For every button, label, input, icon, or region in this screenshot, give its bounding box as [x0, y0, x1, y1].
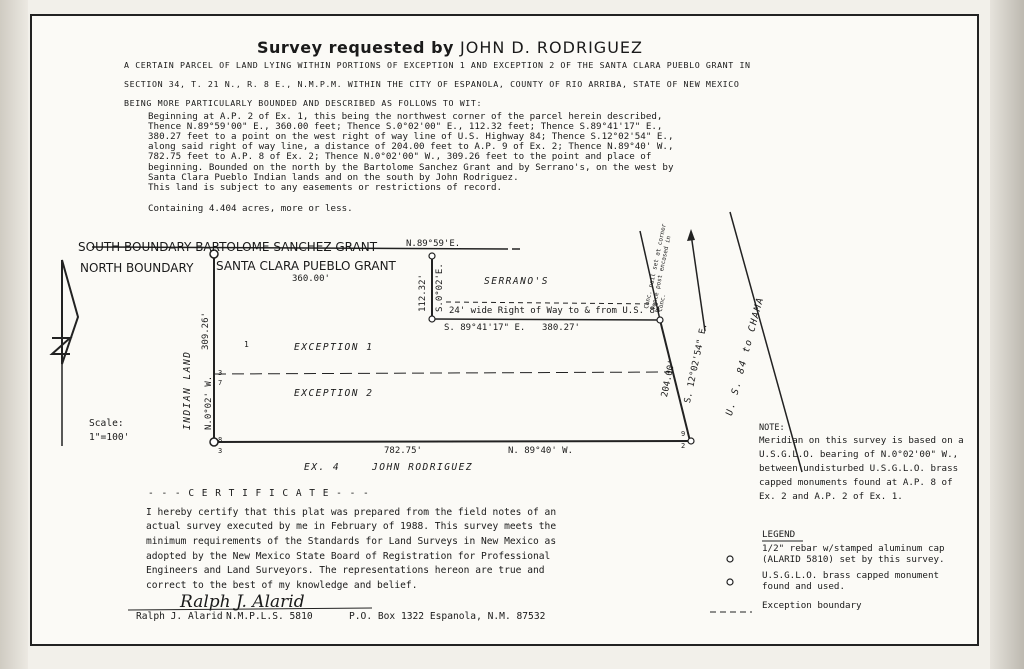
legend-brass-line: U.S.G.L.O. brass capped monument: [762, 570, 940, 581]
ex4-label: EX. 4: [304, 462, 341, 473]
intro-line: SECTION 34, T. 21 N., R. 8 E., N.M.P.M. WITHIN THE CITY OF ESPANOLA, COUNTY OF RIO ARRIBA, STATE OF NEW MEXICO: [124, 79, 740, 89]
point-label: 1: [244, 340, 249, 349]
dist-east-label: 204.00': [660, 358, 678, 399]
dist-top-label: 360.00': [292, 274, 330, 284]
bearing-east-label: S. 12°02'54" E.: [683, 322, 710, 405]
dist-south-label: 782.75': [384, 446, 422, 456]
legend-rebar-icon: [727, 556, 733, 562]
rebar-corner-icon: [429, 316, 435, 322]
indian-land-label: INDIAN LAND: [182, 350, 193, 430]
note-line: Meridian on this survey is based on a: [759, 435, 964, 446]
scale-label: Scale:: [89, 418, 124, 429]
scale-value: 1"=100': [89, 432, 130, 443]
note-title: NOTE:: [759, 423, 785, 433]
south-boundary-label: SOUTH BOUNDARY BARTOLOME SANCHEZ GRANT: [78, 240, 378, 254]
scan-shadow-right: [990, 0, 1024, 669]
boundary-middle-line: [432, 319, 660, 320]
highway-direction-line: [691, 234, 705, 331]
santa-clara-label: SANTA CLARA PUEBLO GRANT: [216, 259, 396, 273]
dist-west-label: 309.26': [201, 312, 211, 350]
note-line: between undisturbed U.S.G.L.O. brass: [759, 463, 959, 474]
point-label: 2: [681, 442, 686, 450]
note-line: capped monuments found at A.P. 8 of: [759, 477, 953, 488]
description-line: This land is subject to any easements or restrictions of record.: [148, 182, 503, 193]
arrow-up-icon: [687, 229, 695, 241]
serranos-label: SERRANO'S: [484, 276, 549, 287]
north-arrow-icon: [62, 260, 78, 364]
surveyor-address: P.O. Box 1322 Espanola, N.M. 87532: [349, 611, 546, 622]
description-line: Santa Clara Pueblo Indian lands and on the south by John Rodriguez.: [148, 172, 519, 183]
intro-line: BEING MORE PARTICULARLY BOUNDED AND DESCRIBED AS FOLLOWS TO WIT:: [124, 98, 483, 108]
north-boundary-label: NORTH BOUNDARY: [80, 261, 194, 275]
surveyor-name: Ralph J. Alarid: [136, 611, 223, 622]
right-of-way-label: 24' wide Right of Way to & from U.S. 84: [449, 306, 661, 316]
title-prefix: Survey requested by: [257, 38, 454, 57]
dist-mid-label: 380.27': [542, 323, 580, 333]
point-label: 8: [218, 436, 223, 444]
description-line: 782.75 feet to A.P. 8 of Ex. 2; Thence N.0°02'00" W., 309.26 feet to the point and place of: [148, 151, 652, 162]
note-line: U.S.G.L.O. bearing of N.0°02'00" W.,: [759, 449, 959, 460]
title-name: JOHN D. RODRIGUEZ: [460, 38, 643, 57]
containing-acres: Containing 4.404 acres, more or less.: [148, 203, 353, 214]
description-line: Thence N.89°59'00" E., 360.00 feet; Thence S.0°02'00" E., 112.32 feet; Thence S.89°41'17" E.,: [148, 121, 663, 132]
monument-note-label: Conc. nail set at corner fence post encased in conc.: [643, 223, 673, 313]
legend-boundary-label: Exception boundary: [762, 600, 862, 611]
legend-rebar-line: 1/2" rebar w/stamped aluminum cap: [762, 543, 945, 554]
surveyor-license: N.M.P.L.S. 5810: [226, 611, 313, 622]
boundary-south-line: [214, 441, 692, 442]
bearing-short-label: S.0°02'E.: [435, 263, 445, 312]
legend-monument-icon: [727, 579, 733, 585]
bearing-mid-label: S. 89°41'17" E.: [444, 323, 526, 333]
survey-plat-sheet: [30, 14, 979, 646]
legend-rebar-line: (ALARID 5810) set by this survey.: [762, 554, 945, 565]
right-of-way-line: [446, 302, 660, 304]
intro-line: A CERTAIN PARCEL OF LAND LYING WITHIN PORTIONS OF EXCEPTION 1 AND EXCEPTION 2 OF THE SANTA CLARA PUEBLO GRANT IN: [124, 60, 751, 70]
scan-shadow-left: [0, 0, 28, 669]
highway-label: U. S. 84 to CHAMA: [724, 295, 767, 417]
bearing-top-label: N.89°59'E.: [406, 239, 461, 249]
point-label: 3: [218, 369, 223, 377]
bearing-west-label: N.0°02' W.: [204, 375, 214, 430]
exception2-label: EXCEPTION 2: [294, 388, 374, 399]
description-line: along said right of way line, a distance of 204.00 feet to A.P. 9 of Ex. 2; Thence N.89°40' W.,: [148, 141, 674, 152]
certificate-heading: - - - C E R T I F I C A T E - - -: [148, 488, 370, 499]
note-line: Ex. 2 and A.P. 2 of Ex. 1.: [759, 491, 903, 502]
signature: Ralph J. Alarid: [180, 592, 305, 612]
point-label: 9: [681, 430, 686, 438]
dist-short-label: 112.32': [418, 274, 428, 312]
exception-boundary-line: [214, 372, 672, 374]
description-line: beginning. Bounded on the north by the Bartolome Sanchez Grant and by Serrano's, on the west by: [148, 162, 674, 173]
description-line: 380.27 feet to a point on the west right of way line of U.S. Highway 84; Thence S.12°02'54" E.,: [148, 131, 674, 142]
john-rodriguez-label: JOHN RODRIGUEZ: [372, 462, 474, 473]
certificate-line: adopted by the New Mexico State Board of Registration for Professional: [146, 551, 551, 562]
rebar-corner-icon: [688, 438, 694, 444]
description-line: Beginning at A.P. 2 of Ex. 1, this being the northwest corner of the parcel herein described,: [148, 111, 663, 122]
certificate-line: Engineers and Land Surveyors. The representations hereon are true and: [146, 565, 545, 576]
certificate-line: I hereby certify that this plat was prepared from the field notes of an: [146, 507, 557, 518]
certificate-line: minimum requirements of the Standards for Land Surveys in New Mexico as: [146, 536, 557, 547]
exception1-label: EXCEPTION 1: [294, 342, 374, 353]
rebar-corner-icon: [657, 317, 663, 323]
legend-title: LEGEND: [762, 529, 796, 540]
point-label: 7: [218, 379, 223, 387]
bearing-south-label: N. 89°40' W.: [508, 446, 574, 456]
point-label: 3: [218, 447, 223, 455]
rebar-corner-icon: [429, 253, 435, 259]
certificate-line: actual survey executed by me in February of 1988. This survey meets the: [146, 521, 557, 532]
legend-brass-line: found and used.: [762, 581, 845, 592]
monument-ap8-icon: [210, 438, 218, 446]
certificate-line: correct to the best of my knowledge and belief.: [146, 580, 418, 591]
